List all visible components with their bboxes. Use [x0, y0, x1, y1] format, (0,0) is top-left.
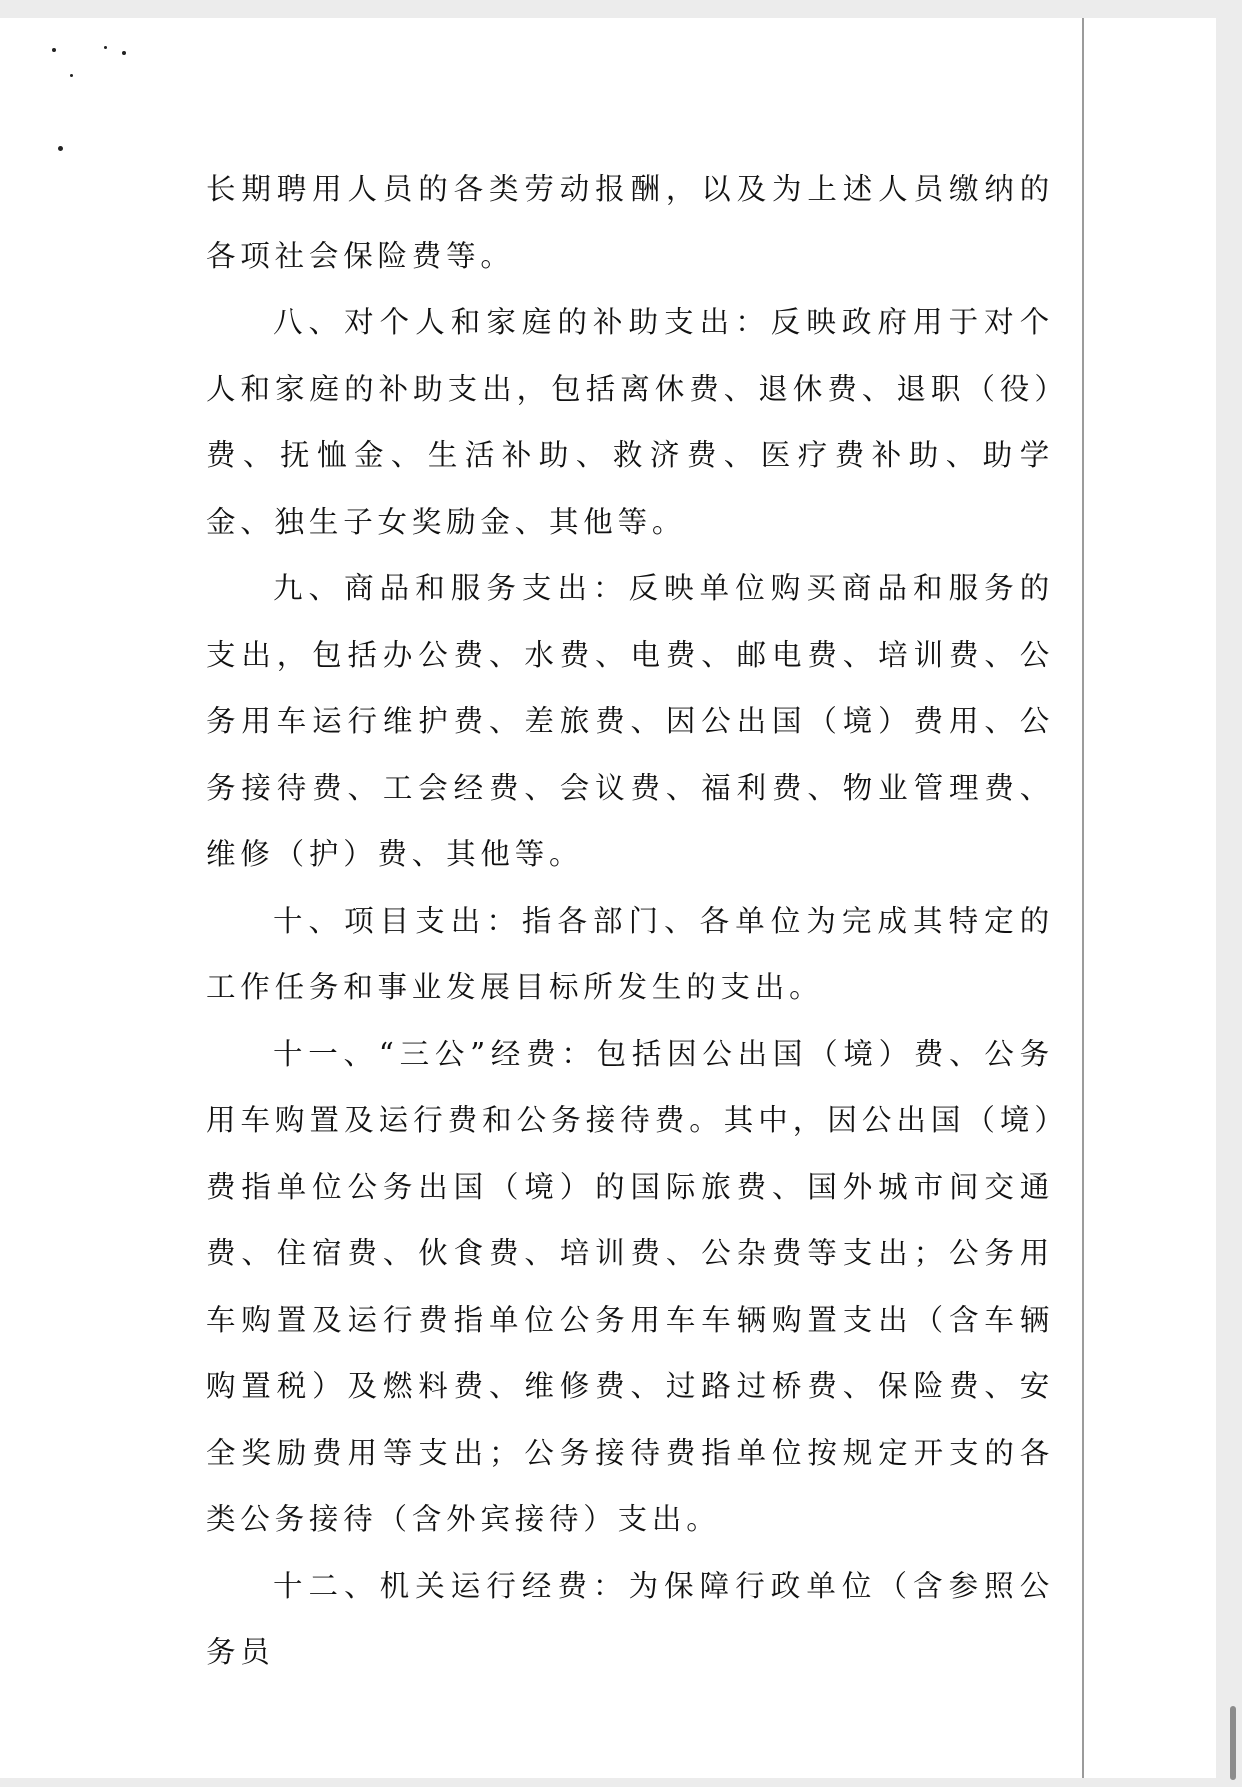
- scan-speck: [58, 146, 63, 151]
- scanned-page: [0, 18, 1216, 1778]
- paragraph-continuation: 长期聘用人员的各类劳动报酬，以及为上述人员缴纳的各项社会保险费等。: [206, 172, 1054, 273]
- paragraph-item-8-personal-family-subsidy: 八、对个人和家庭的补助支出：反映政府用于对个人和家庭的补助支出，包括离休费、退休费、退职（役）费、抚恤金、生活补助、救济费、医疗费补助、助学金、独生子女奖励金、其他等。: [206, 305, 1054, 539]
- scan-speck: [104, 46, 107, 49]
- paragraph-item-9-goods-services: 九、商品和服务支出：反映单位购买商品和服务的支出，包括办公费、水费、电费、邮电费、培训费、公务用车运行维护费、差旅费、因公出国（境）费用、公务接待费、工会经费、会议费、福利费、物业管理费、维修（护）费、其他等。: [206, 571, 1054, 871]
- document-body: [206, 156, 1054, 1686]
- paragraph-item-10-project-expenditure: 十、项目支出：指各部门、各单位为完成其特定的工作任务和事业发展目标所发生的支出。: [206, 903, 1054, 1004]
- scan-speck: [70, 74, 73, 77]
- paragraph-item-11-three-public-expenses: 十一、“三公”经费：包括因公出国（境）费、公务用车购置及运行费和公务接待费。其中，因公出国（境）费指单位公务出国（境）的国际旅费、国外城市间交通费、住宿费、伙食费、培训费、公杂费等支出；公务用车购置及运行费指单位公务用车车辆购置支出（含车辆购置税）及燃料费、维修费、过路过桥费、保险费、安全奖励费用等支出；公务接待费指单位按规定开支的各类公务接待（含外宾接待）支出。: [206, 1036, 1054, 1536]
- paragraph-item-12-agency-operating-costs: 十二、机关运行经费：为保障行政单位（含参照公务员: [206, 1568, 1054, 1669]
- scan-speck: [122, 51, 126, 55]
- scan-speck: [52, 48, 56, 52]
- page-fold-line: [1082, 18, 1084, 1778]
- vertical-scrollbar[interactable]: [1230, 1706, 1236, 1780]
